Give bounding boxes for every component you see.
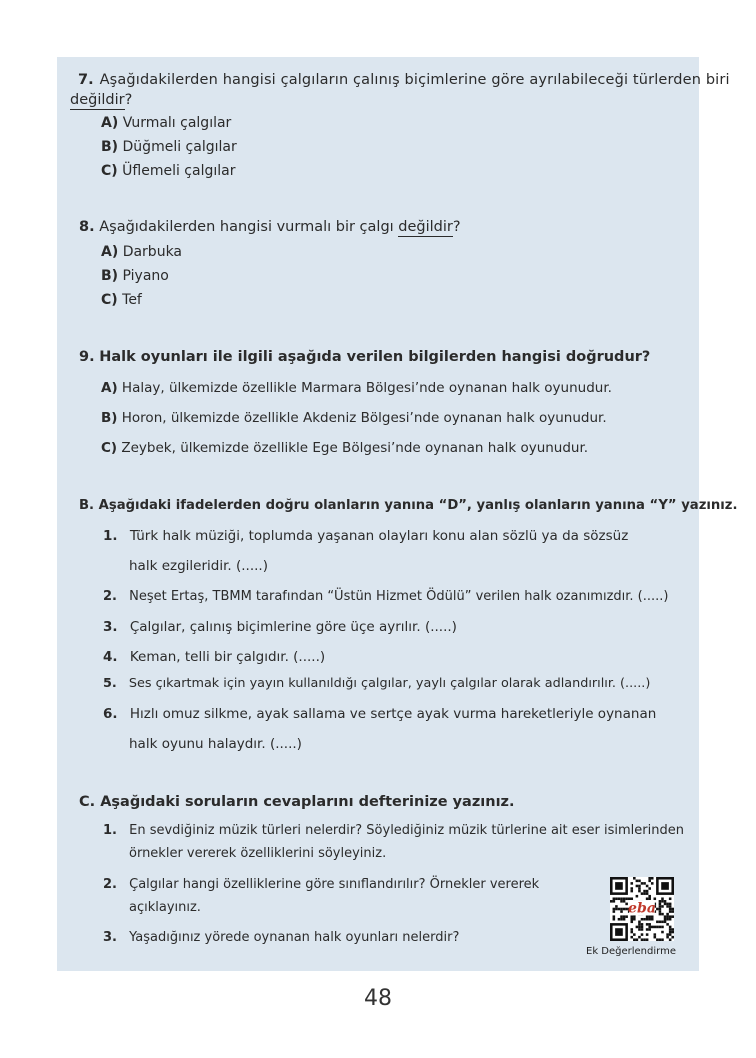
- section-c-item-3: [103, 930, 459, 945]
- qr-module: [623, 915, 626, 918]
- qr-module: [613, 908, 616, 911]
- option-label: B): [101, 268, 119, 284]
- item-text: Neşet Ertaş, TBMM tarafından “Üstün Hizmet Ödülü” verilen halk ozanımızdır. (.....): [129, 589, 669, 604]
- qr-module: [613, 918, 616, 921]
- qr-module: [646, 892, 649, 895]
- item-number: 2.: [103, 589, 117, 604]
- option-text: Zeybek, ülkemizde özellikle Ege Bölgesi’nde oynanan halk oyunudur.: [121, 440, 589, 456]
- qr-module: [641, 933, 644, 936]
- question-number: 8.: [79, 219, 95, 235]
- qr-module: [630, 928, 633, 931]
- qr-module: [664, 900, 667, 903]
- qr-module: [664, 918, 667, 921]
- item-text: Ses çıkartmak için yayın kullanıldığı çalgılar, yaylı çalgılar olarak adlandırılır. (.....): [128, 676, 651, 691]
- q8-option-a[interactable]: [101, 244, 182, 260]
- qr-module: [641, 928, 644, 931]
- qr-module: [669, 897, 672, 900]
- section-b-item-6: [103, 706, 656, 722]
- qr-module: [654, 933, 657, 936]
- qr-module: [636, 926, 639, 929]
- qr-module: [664, 903, 667, 906]
- qr-module: [636, 895, 639, 898]
- qr-module: [613, 897, 616, 900]
- qr-module: [636, 880, 639, 883]
- qr-module: [636, 938, 639, 941]
- qr-module: [671, 931, 674, 934]
- section-b-title: B. Aşağıdaki ifadelerden doğru olanların yanına “D”, yanlış olanların yanına “Y” yazınız.: [79, 498, 738, 513]
- option-text: Darbuka: [122, 244, 183, 260]
- item-text: Türk halk müziği, toplumda yaşanan olayları konu alan sözlü ya da sözsüz: [129, 528, 629, 544]
- question-mark: ?: [452, 219, 461, 235]
- option-text: Düğmeli çalgılar: [122, 139, 237, 155]
- qr-module: [659, 905, 662, 908]
- qr-module: [641, 918, 644, 921]
- option-label: C): [101, 292, 118, 308]
- eba-logo: eba: [628, 900, 656, 917]
- qr-module: [641, 892, 644, 895]
- qr-module: [651, 926, 654, 929]
- qr-module: [671, 928, 674, 931]
- item-number: 5.: [103, 676, 117, 691]
- qr-module: [671, 908, 674, 911]
- qr-module: [648, 880, 651, 883]
- option-label: B): [101, 410, 118, 426]
- q9-option-a[interactable]: [101, 380, 612, 396]
- qr-module: [641, 938, 644, 941]
- qr-module: [661, 905, 664, 908]
- qr-module: [615, 908, 618, 911]
- qr-module: [633, 933, 636, 936]
- qr-module: [643, 892, 646, 895]
- item-number: 3.: [103, 930, 117, 945]
- qr-module: [669, 918, 672, 921]
- qr-module: [646, 918, 649, 921]
- qr-module: [661, 900, 664, 903]
- question-9: [79, 349, 650, 365]
- qr-module: [659, 903, 662, 906]
- option-label: A): [101, 380, 118, 396]
- qr-module: [623, 900, 626, 903]
- qr-module: [638, 928, 641, 931]
- qr-module: [669, 928, 672, 931]
- qr-module: [671, 936, 674, 939]
- page-number: 48: [364, 986, 392, 1011]
- qr-module: [646, 923, 649, 926]
- qr-module: [620, 897, 623, 900]
- question-number: 9.: [79, 349, 95, 365]
- qr-module: [610, 900, 613, 903]
- item-number: 2.: [103, 877, 117, 892]
- qr-module: [669, 908, 672, 911]
- qr-module: [643, 882, 646, 885]
- item-number: 4.: [103, 649, 118, 665]
- qr-module: [669, 926, 672, 929]
- qr-module: [659, 900, 662, 903]
- qr-module: [669, 933, 672, 936]
- qr-module: [633, 918, 636, 921]
- qr-module: [661, 938, 664, 941]
- question-mark: ?: [124, 92, 133, 108]
- qr-module: [615, 897, 618, 900]
- qr-module: [659, 938, 662, 941]
- qr-module: [661, 913, 664, 916]
- qr-module: [646, 890, 649, 893]
- qr-module: [618, 908, 621, 911]
- qr-module: [659, 921, 662, 924]
- qr-module: [636, 885, 639, 888]
- qr-module: [646, 928, 649, 931]
- section-b-item-4: [103, 649, 325, 665]
- section-b-item-5: [103, 676, 650, 691]
- qr-module: [648, 895, 651, 898]
- qr-module: [638, 880, 641, 883]
- qr-module: [666, 903, 669, 906]
- option-label: C): [101, 163, 118, 179]
- option-label: A): [101, 115, 119, 131]
- qr-module: [641, 923, 644, 926]
- qr-module: [638, 885, 641, 888]
- qr-caption: Ek Değerlendirme: [586, 946, 676, 957]
- qr-module: [656, 908, 659, 911]
- qr-module: [638, 926, 641, 929]
- section-b-item-2: [103, 589, 669, 604]
- option-text: Tef: [122, 292, 142, 308]
- qr-module: [669, 905, 672, 908]
- qr-module: [651, 877, 654, 880]
- qr-module: [623, 918, 626, 921]
- qr-module: [661, 921, 664, 924]
- qr-module: [659, 908, 662, 911]
- qr-module: [630, 882, 633, 885]
- question-number: 7.: [78, 72, 94, 88]
- question-stem: Halk oyunları ile ilgili aşağıda verilen bilgilerden hangisi doğrudur?: [99, 349, 651, 365]
- qr-module: [630, 887, 633, 890]
- qr-module: [656, 938, 659, 941]
- option-text: Horon, ülkemizde özellikle Akdeniz Bölgesi’nde oynanan halk oyunudur.: [121, 410, 607, 426]
- q8-option-c[interactable]: [101, 292, 142, 308]
- qr-code[interactable]: [610, 877, 674, 941]
- q9-option-b[interactable]: [101, 410, 607, 426]
- section-b-item-1: [103, 528, 628, 544]
- item-number: 6.: [103, 706, 118, 722]
- qr-module: [664, 921, 667, 924]
- option-label: B): [101, 139, 119, 155]
- qr-module: [623, 908, 626, 911]
- qr-module: [641, 926, 644, 929]
- qr-module: [666, 936, 669, 939]
- qr-module: [643, 938, 646, 941]
- qr-module: [648, 877, 651, 880]
- qr-module: [659, 910, 662, 913]
- qr-module: [615, 905, 618, 908]
- item-text: Hızlı omuz silkme, ayak sallama ve sertçe ayak vurma hareketleriyle oynanan: [129, 706, 657, 722]
- qr-module: [643, 918, 646, 921]
- qr-module: [620, 915, 623, 918]
- qr-module: [638, 890, 641, 893]
- q7-option-b[interactable]: [101, 139, 237, 155]
- qr-module: [643, 890, 646, 893]
- qr-module: [659, 926, 662, 929]
- qr-module: [630, 921, 633, 924]
- qr-module: [669, 931, 672, 934]
- qr-module: [651, 918, 654, 921]
- qr-module: [620, 908, 623, 911]
- qr-module: [638, 936, 641, 939]
- qr-module: [646, 938, 649, 941]
- item-text: En sevdiğiniz müzik türleri nelerdir? Söylediğiniz müzik türlerine ait eser isimlerinden: [129, 823, 684, 838]
- qr-module: [638, 923, 641, 926]
- q8-option-b[interactable]: [101, 268, 169, 284]
- question-stem: Aşağıdakilerden hangisi çalgıların çalınış biçimlerine göre ayrılabileceği türlerden biri: [99, 72, 730, 88]
- qr-module: [638, 887, 641, 890]
- underlined-word: değildir: [70, 92, 125, 108]
- qr-module: [641, 882, 644, 885]
- qr-module: [613, 900, 616, 903]
- qr-module: [661, 931, 664, 934]
- qr-module: [661, 926, 664, 929]
- section-c-title: C. Aşağıdaki soruların cevaplarını defterinize yazınız.: [79, 794, 515, 810]
- item-text: Çalgılar, çalınış biçimlerine göre üçe ayrılır. (.....): [129, 619, 457, 635]
- qr-module: [613, 915, 616, 918]
- question-8: [79, 219, 461, 235]
- option-text: Halay, ülkemizde özellikle Marmara Bölgesi’nde oynanan halk oyunudur.: [121, 380, 612, 396]
- qr-module: [638, 921, 641, 924]
- qr-module: [661, 897, 664, 900]
- qr-module: [630, 936, 633, 939]
- qr-module: [630, 931, 633, 934]
- qr-module: [648, 918, 651, 921]
- option-label: A): [101, 244, 119, 260]
- qr-module: [620, 918, 623, 921]
- section-c-item-2: [103, 877, 539, 892]
- qr-module: [620, 900, 623, 903]
- qr-module: [669, 903, 672, 906]
- qr-module: [618, 918, 621, 921]
- q7-option-c[interactable]: [101, 163, 235, 179]
- qr-module: [613, 910, 616, 913]
- qr-module: [666, 905, 669, 908]
- qr-module: [623, 897, 626, 900]
- qr-module: [669, 910, 672, 913]
- qr-module: [633, 938, 636, 941]
- qr-module: [648, 928, 651, 931]
- qr-module: [646, 933, 649, 936]
- question-7: [70, 72, 730, 108]
- item-text: Yaşadığınız yörede oynanan halk oyunları nelerdir?: [129, 930, 460, 945]
- qr-code-icon: [610, 877, 674, 941]
- qr-module: [648, 926, 651, 929]
- option-label: C): [101, 440, 118, 456]
- item-number: 1.: [103, 823, 117, 838]
- qr-module: [651, 882, 654, 885]
- item-number: 1.: [103, 528, 118, 544]
- qr-module: [630, 890, 633, 893]
- qr-module: [666, 918, 669, 921]
- section-b-item-3: [103, 619, 457, 635]
- qr-module: [648, 923, 651, 926]
- q9-option-c[interactable]: [101, 440, 588, 456]
- qr-module: [646, 885, 649, 888]
- section-c-item-1: [103, 823, 684, 838]
- item-text: Keman, telli bir çalgıdır. (.....): [129, 649, 326, 665]
- qr-module: [659, 913, 662, 916]
- qr-module: [666, 923, 669, 926]
- section-b-item-1-cont: halk ezgileridir. (.....): [129, 558, 268, 574]
- item-number: 3.: [103, 619, 118, 635]
- section-c-item-1-cont: örnekler vererek özelliklerini söyleyiniz.: [129, 846, 387, 861]
- qr-module: [620, 910, 623, 913]
- q7-option-a[interactable]: [101, 115, 231, 131]
- option-text: Üflemeli çalgılar: [122, 163, 236, 179]
- qr-module: [671, 910, 674, 913]
- qr-module: [669, 938, 672, 941]
- section-c-item-2-cont: açıklayınız.: [129, 900, 201, 915]
- qr-module: [671, 915, 674, 918]
- option-text: Piyano: [122, 268, 169, 284]
- qr-module: [669, 915, 672, 918]
- qr-module: [630, 918, 633, 921]
- question-stem: Aşağıdakilerden hangisi vurmalı bir çalgı: [99, 219, 394, 235]
- item-text: Çalgılar hangi özelliklerine göre sınıflandırılır? Örnekler vererek: [129, 877, 540, 892]
- qr-module: [654, 936, 657, 939]
- qr-module: [656, 921, 659, 924]
- section-b-item-6-cont: halk oyunu halaydır. (.....): [129, 736, 302, 752]
- qr-module: [648, 887, 651, 890]
- qr-module: [618, 897, 621, 900]
- qr-module: [656, 926, 659, 929]
- qr-module: [666, 933, 669, 936]
- qr-module: [664, 915, 667, 918]
- qr-module: [654, 926, 657, 929]
- qr-module: [633, 877, 636, 880]
- option-text: Vurmalı çalgılar: [122, 115, 232, 131]
- qr-module: [666, 913, 669, 916]
- underlined-word: değildir: [398, 219, 453, 235]
- qr-module: [666, 915, 669, 918]
